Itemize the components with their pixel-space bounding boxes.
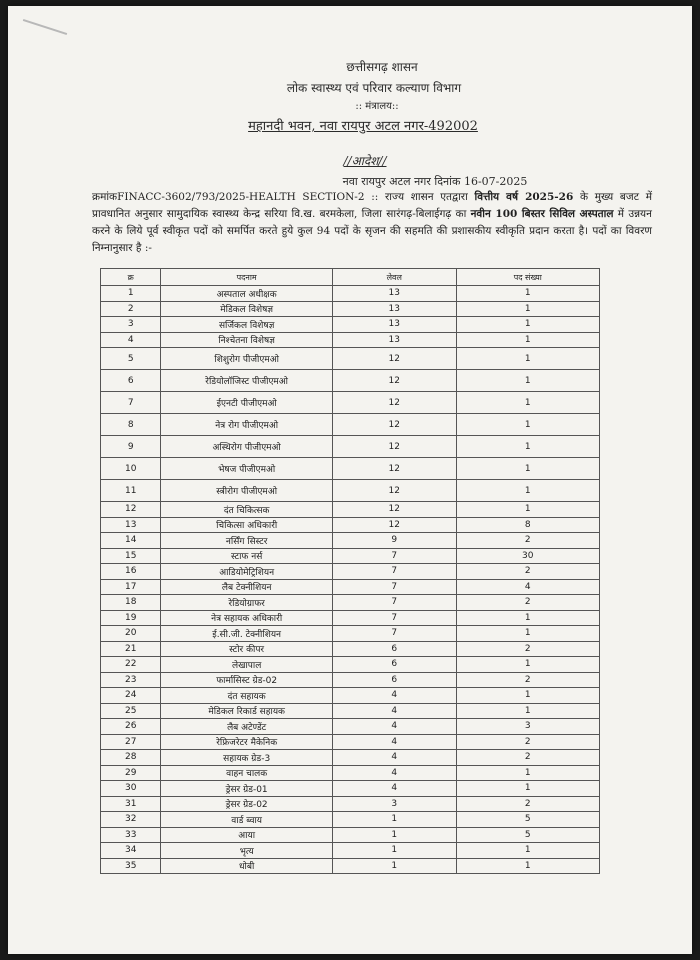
cell-level: 6 [332,672,456,688]
table-row [101,641,600,657]
cell-post-count: 1 [456,436,599,458]
cell-post-name: वार्ड ब्वाय [161,812,333,828]
cell-level: 1 [332,843,456,859]
cell-level: 12 [332,436,456,458]
cell-post-name: रेडियोग्राफर [161,595,333,611]
cell-level: 13 [332,286,456,302]
cell-serial: 6 [101,370,161,392]
cell-serial: 9 [101,436,161,458]
cell-post-name: लेखापाल [161,657,333,673]
cell-post-count: 1 [456,286,599,302]
cell-post-name: आडियोमेट्रिशियन [161,564,333,580]
table-row [101,348,600,370]
order-title: //आदेश// [343,154,387,168]
cell-post-name: आया [161,827,333,843]
cell-serial: 34 [101,843,161,859]
corner-scribble [23,19,67,35]
cell-serial: 15 [101,548,161,564]
cell-level: 13 [332,317,456,333]
cell-post-count: 1 [456,843,599,859]
table-row [101,517,600,533]
cell-post-count: 1 [456,301,599,317]
cell-level: 7 [332,564,456,580]
cell-level: 4 [332,703,456,719]
table-row [101,858,600,874]
cell-post-name: सहायक ग्रेड-3 [161,750,333,766]
table-row [101,595,600,611]
cell-post-name: दंत सहायक [161,688,333,704]
cell-post-name: भृत्य [161,843,333,859]
para-suffix: में उन्नयन करने के लिये पूर्व स्वीकृत पदों को समर्पित करते हुये कुल 94 पदों के सृजन की सहमति की प्रशासकीय स्वीकृति प्रदान करता है। पदों का विवरण निम्नानुसार है :- [92,208,652,254]
cell-level: 4 [332,765,456,781]
header-post-name: पदनाम [161,269,333,286]
cell-post-count: 1 [456,626,599,642]
cell-post-name: स्त्रीरोग पीजीएमओ [161,480,333,502]
cell-post-count: 1 [456,392,599,414]
table-row [101,827,600,843]
header-level: लेवल [332,269,456,286]
table-row [101,579,600,595]
cell-post-name: अस्थिरोग पीजीएमओ [161,436,333,458]
cell-serial: 3 [101,317,161,333]
table-row [101,392,600,414]
cell-serial: 18 [101,595,161,611]
cell-post-count: 1 [456,414,599,436]
cell-post-count: 2 [456,533,599,549]
cell-post-count: 5 [456,812,599,828]
cell-serial: 13 [101,517,161,533]
table-row [101,533,600,549]
cell-post-name: निश्चेतना विशेषज्ञ [161,332,333,348]
cell-post-count: 1 [456,657,599,673]
cell-post-name: ड्रेसर ग्रेड-02 [161,796,333,812]
cell-post-count: 30 [456,548,599,564]
cell-post-count: 2 [456,672,599,688]
cell-level: 6 [332,641,456,657]
cell-post-name: रेफ्रिजरेटर मैकेनिक [161,734,333,750]
table-row [101,370,600,392]
cell-post-count: 1 [456,348,599,370]
cell-post-name: अस्पताल अधीक्षक [161,286,333,302]
table-row [101,317,600,333]
cell-serial: 35 [101,858,161,874]
cell-post-name: ई.सी.जी. टेक्नीशियन [161,626,333,642]
cell-level: 4 [332,719,456,735]
table-row [101,719,600,735]
cell-post-name: लैब टेक्नीशियन [161,579,333,595]
cell-post-count: 2 [456,750,599,766]
department-name: लोक स्वास्थ्य एवं परिवार कल्याण विभाग [286,81,462,95]
cell-serial: 33 [101,827,161,843]
cell-post-name: मेडिकल विशेषज्ञ [161,301,333,317]
cell-serial: 8 [101,414,161,436]
table-row [101,812,600,828]
cell-level: 12 [332,517,456,533]
table-row [101,414,600,436]
table-row [101,688,600,704]
cell-level: 7 [332,610,456,626]
cell-post-name: लैब अटेण्डेंट [161,719,333,735]
cell-level: 12 [332,370,456,392]
cell-post-count: 5 [456,827,599,843]
cell-serial: 12 [101,502,161,518]
posts-table [100,268,600,874]
cell-post-name: ईएनटी पीजीएमओ [161,392,333,414]
table-row [101,301,600,317]
cell-post-name: रेडियोलॉजिस्ट पीजीएमओ [161,370,333,392]
cell-post-count: 2 [456,641,599,657]
para-bold-hospital: नवीन 100 बिस्तर सिविल अस्पताल [470,208,614,220]
table-row [101,502,600,518]
cell-serial: 25 [101,703,161,719]
cell-level: 7 [332,626,456,642]
cell-serial: 29 [101,765,161,781]
cell-post-count: 1 [456,502,599,518]
cell-post-name: स्टोर कीपर [161,641,333,657]
cell-level: 12 [332,348,456,370]
cell-post-name: मेडिकल रिकार्ड सहायक [161,703,333,719]
cell-post-name: शिशुरोग पीजीएमओ [161,348,333,370]
cell-serial: 4 [101,332,161,348]
table-row [101,286,600,302]
cell-post-count: 1 [456,370,599,392]
cell-level: 12 [332,414,456,436]
cell-serial: 16 [101,564,161,580]
cell-post-count: 2 [456,595,599,611]
order-paragraph [92,189,652,257]
cell-serial: 20 [101,626,161,642]
cell-post-count: 8 [456,517,599,533]
cell-level: 4 [332,750,456,766]
table-row [101,796,600,812]
table-row [101,734,600,750]
cell-serial: 26 [101,719,161,735]
cell-serial: 23 [101,672,161,688]
cell-serial: 2 [101,301,161,317]
table-row [101,458,600,480]
cell-level: 12 [332,458,456,480]
govt-name: छत्तीसगढ़ शासन [346,60,418,74]
table-row [101,672,600,688]
cell-post-count: 1 [456,610,599,626]
cell-serial: 10 [101,458,161,480]
posts-table-body [101,286,600,874]
cell-level: 12 [332,480,456,502]
office-address: महानदी भवन, नवा रायपुर अटल नगर-492002 [248,119,478,134]
cell-level: 7 [332,579,456,595]
cell-level: 13 [332,301,456,317]
header-post-count: पद संख्या [456,269,599,286]
cell-post-name: चिकित्सा अधिकारी [161,517,333,533]
cell-post-name: भेषज पीजीएमओ [161,458,333,480]
cell-post-count: 1 [456,765,599,781]
cell-post-count: 2 [456,796,599,812]
table-row [101,843,600,859]
cell-post-name: दंत चिकित्सक [161,502,333,518]
cell-serial: 27 [101,734,161,750]
table-row [101,548,600,564]
cell-serial: 7 [101,392,161,414]
cell-level: 1 [332,812,456,828]
table-row [101,781,600,797]
cell-level: 9 [332,533,456,549]
cell-post-name: सर्जिकल विशेषज्ञ [161,317,333,333]
cell-serial: 11 [101,480,161,502]
cell-serial: 17 [101,579,161,595]
cell-serial: 14 [101,533,161,549]
table-row [101,626,600,642]
cell-post-name: वाहन चालक [161,765,333,781]
cell-post-count: 3 [456,719,599,735]
cell-serial: 24 [101,688,161,704]
cell-serial: 32 [101,812,161,828]
cell-post-count: 1 [456,332,599,348]
cell-level: 12 [332,392,456,414]
cell-serial: 30 [101,781,161,797]
table-row [101,332,600,348]
para-prefix: क्रमांकFINACC-3602/793/2025-HEALTH SECTION-2 :: राज्य शासन एतद्वारा [92,191,475,203]
para-bold-fy: वित्तीय वर्ष 2025-26 [474,191,574,203]
cell-serial: 22 [101,657,161,673]
cell-serial: 5 [101,348,161,370]
cell-level: 4 [332,734,456,750]
letterhead [8,58,692,134]
table-row [101,657,600,673]
table-row [101,610,600,626]
table-row [101,436,600,458]
document-page [8,6,692,954]
cell-post-name: ड्रेसर ग्रेड-01 [161,781,333,797]
order-dateline: नवा रायपुर अटल नगर दिनांक 16-07-2025 [342,175,528,188]
cell-post-count: 1 [456,458,599,480]
table-row [101,703,600,719]
table-row [101,480,600,502]
cell-level: 1 [332,858,456,874]
table-row [101,750,600,766]
cell-level: 6 [332,657,456,673]
cell-post-count: 1 [456,703,599,719]
para-mid: के मुख्य बजट में प्रावधानित अनुसार सामुदायिक स्वास्थ्य केन्द्र सरिया वि.ख. बरमकेला, जिला सारंगढ़-बिलाईगढ़ का [92,191,652,220]
cell-post-name: धोबी [161,858,333,874]
cell-post-name: नेत्र रोग पीजीएमओ [161,414,333,436]
cell-post-name: नर्सिंग सिस्टर [161,533,333,549]
cell-post-count: 2 [456,564,599,580]
cell-post-count: 1 [456,688,599,704]
cell-post-count: 1 [456,858,599,874]
table-row [101,765,600,781]
cell-level: 7 [332,595,456,611]
cell-post-count: 2 [456,734,599,750]
cell-level: 12 [332,502,456,518]
cell-level: 1 [332,827,456,843]
cell-serial: 21 [101,641,161,657]
header-serial: क्र [101,269,161,286]
cell-serial: 1 [101,286,161,302]
cell-post-count: 4 [456,579,599,595]
cell-level: 13 [332,332,456,348]
cell-serial: 28 [101,750,161,766]
cell-level: 3 [332,796,456,812]
table-header-row [101,269,600,286]
cell-post-name: फार्मासिस्ट ग्रेड-02 [161,672,333,688]
cell-level: 7 [332,548,456,564]
cell-post-count: 1 [456,781,599,797]
cell-serial: 19 [101,610,161,626]
cell-level: 4 [332,781,456,797]
cell-post-count: 1 [456,480,599,502]
cell-post-name: स्टाफ नर्स [161,548,333,564]
cell-post-count: 1 [456,317,599,333]
cell-post-name: नेत्र सहायक अधिकारी [161,610,333,626]
cell-serial: 31 [101,796,161,812]
cell-level: 4 [332,688,456,704]
table-row [101,564,600,580]
ministry-label: :: मंत्रालय:: [355,101,399,112]
